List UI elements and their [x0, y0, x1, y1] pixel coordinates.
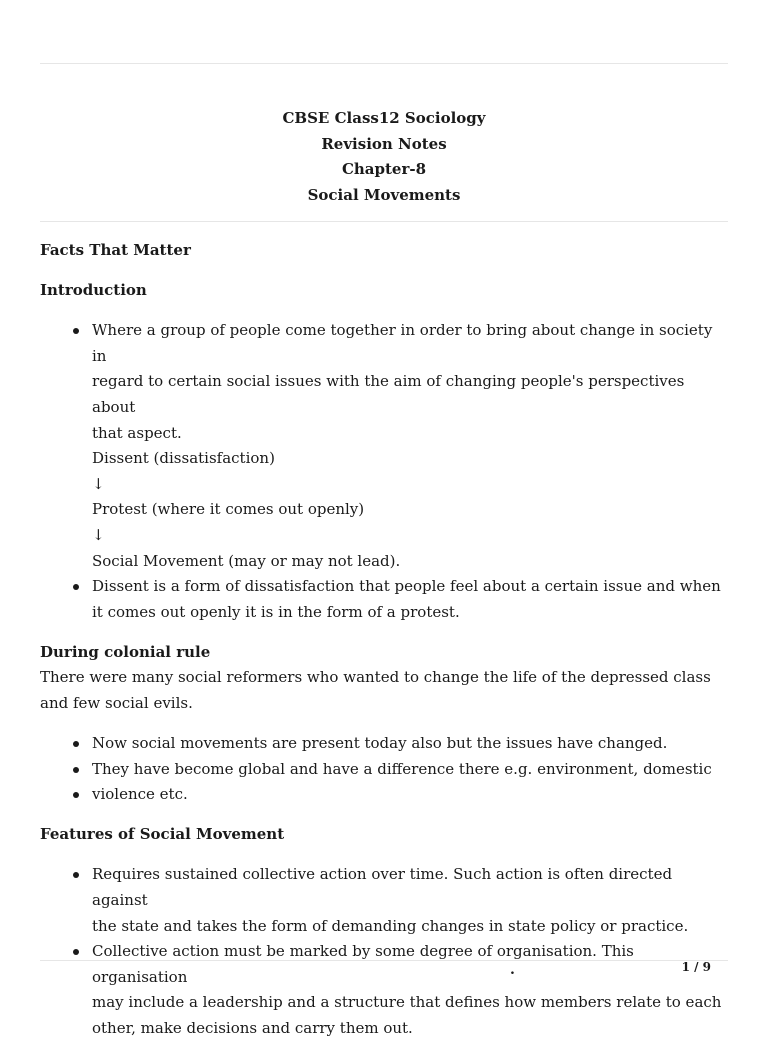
colonial-paragraph [40, 665, 728, 716]
bullet-icon [73, 741, 79, 747]
list-item-text: Now social movements are present today also but the issues have changed. [92, 734, 668, 753]
bullet-icon [73, 949, 79, 955]
list-item [40, 862, 728, 939]
list-item [40, 782, 728, 808]
list-item-text: Dissent is a form of dissatisfaction that people feel about a certain issue and when [92, 577, 721, 596]
list-item-text: the state and takes the form of demanding changes in state policy or practice. [92, 916, 689, 935]
list-item-text: other, make decisions and carry them out. [92, 1019, 413, 1038]
facts-heading: Facts That Matter [40, 241, 191, 259]
document-body [40, 238, 728, 1042]
title-line-chapter: Chapter-8 [341, 160, 427, 178]
list-item-text: Where a group of people come together in order to bring about change in society in [92, 321, 713, 365]
bullet-icon [73, 328, 79, 334]
introduction-list [40, 318, 728, 625]
down-arrow-icon: ↓ [92, 474, 105, 493]
list-item-text: violence etc. [92, 785, 188, 804]
list-item [40, 731, 728, 757]
list-item-text: may include a leadership and a structure that defines how members relate to each [92, 993, 722, 1012]
list-item-text: Requires sustained collective action over time. Such action is often directed against [92, 865, 673, 910]
bullet-icon [73, 584, 79, 590]
list-item [40, 939, 728, 1041]
footer-mark: . [510, 962, 515, 978]
title-line-board: CBSE Class12 Sociology [282, 109, 486, 127]
bullet-icon [73, 767, 79, 773]
document-title [0, 106, 768, 208]
list-item-text: They have become global and have a difference there e.g. environment, domestic [92, 759, 712, 778]
list-item-text: it comes out openly it is in the form of a protest. [92, 602, 460, 621]
paragraph-line: There were many social reformers who wanted to change the life of the depressed class [40, 668, 711, 687]
list-item-text: regard to certain social issues with the aim of changing people's perspectives about [92, 372, 685, 416]
down-arrow-icon: ↓ [92, 525, 105, 544]
list-item-text: Social Movement (may or may not lead). [92, 551, 401, 570]
list-item-text: Dissent (dissatisfaction) [92, 449, 275, 468]
list-item-text: Protest (where it comes out openly) [92, 500, 365, 519]
title-divider [40, 221, 728, 222]
list-item-text: Collective action must be marked by some degree of organisation. This organisation [92, 942, 634, 986]
bullet-icon [73, 792, 79, 798]
colonial-list [40, 731, 728, 808]
features-heading: Features of Social Movement [40, 825, 285, 844]
page-number: 1 / 9 [681, 960, 711, 974]
introduction-heading: Introduction [40, 281, 147, 300]
colonial-heading: During colonial rule [40, 642, 211, 661]
title-line-notes: Revision Notes [321, 134, 447, 153]
list-item [40, 318, 728, 574]
paragraph-line: and few social evils. [40, 694, 193, 712]
footer-divider [40, 960, 728, 961]
list-item-text: that aspect. [92, 423, 182, 442]
list-item [40, 574, 728, 625]
top-divider [40, 63, 728, 64]
title-line-topic: Social Movements [307, 185, 461, 204]
features-list [40, 862, 728, 1041]
list-item [40, 757, 728, 783]
bullet-icon [73, 872, 79, 878]
